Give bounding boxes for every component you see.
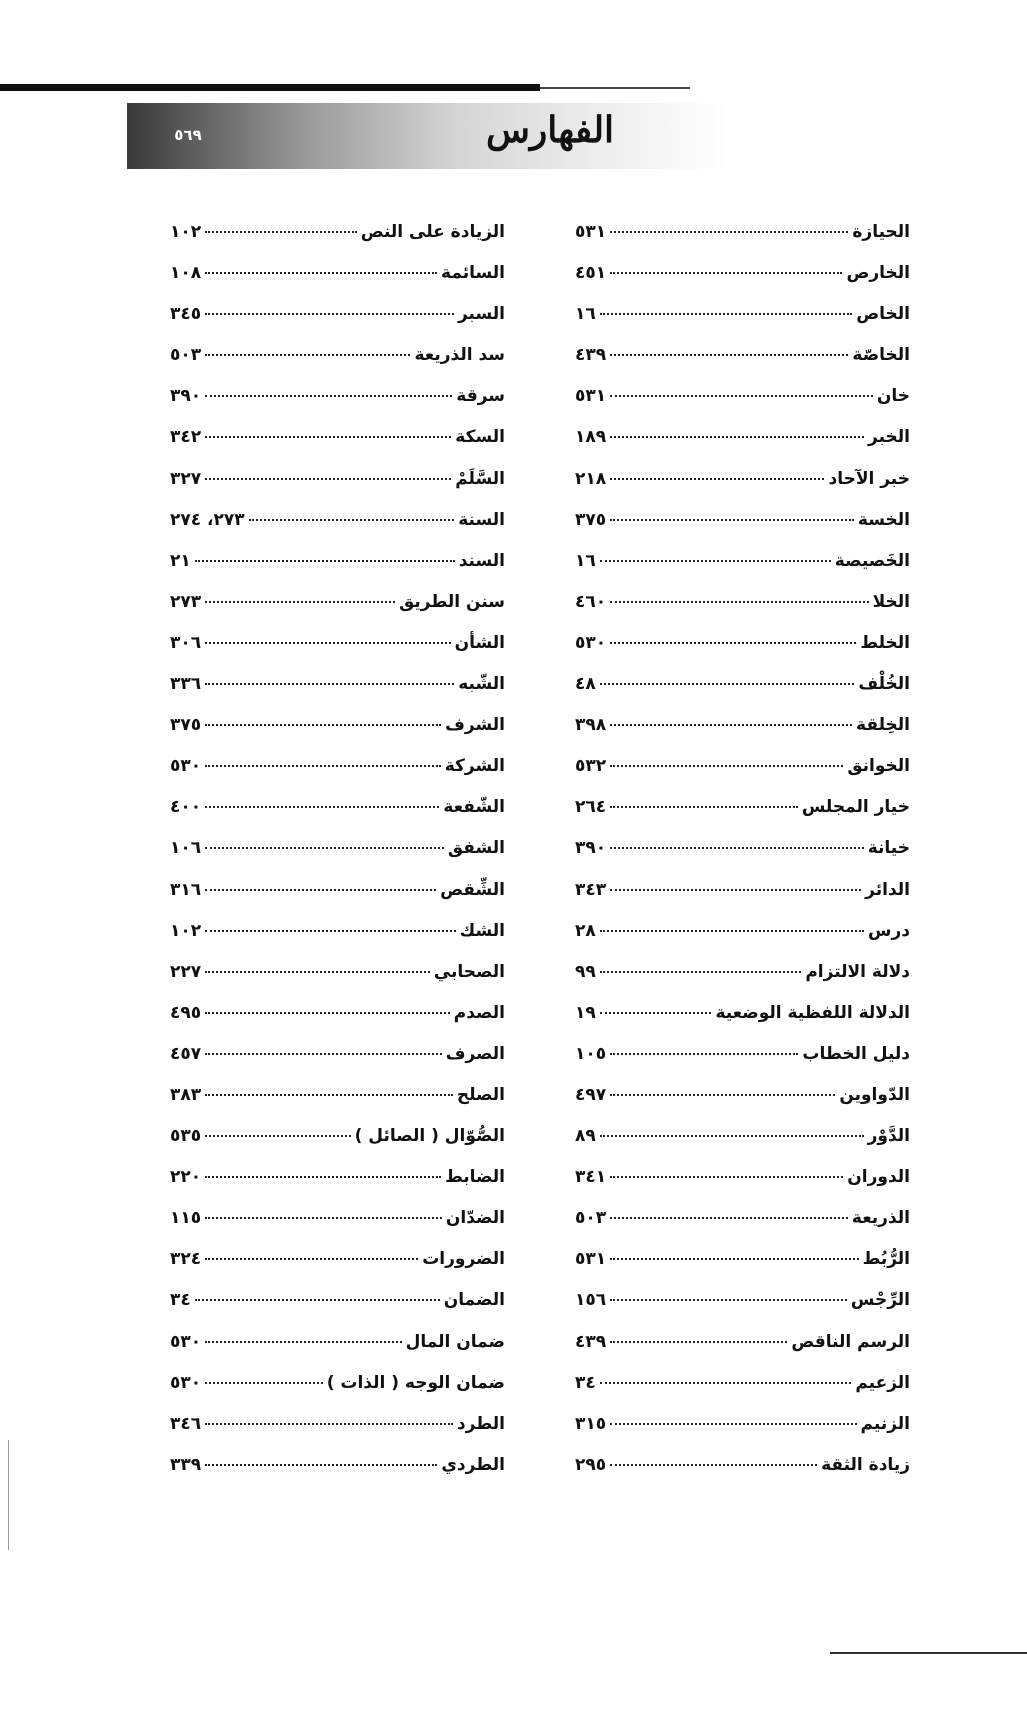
index-term: درس [868,920,910,941]
dot-leader [610,806,798,808]
dot-leader [610,272,842,274]
index-term: الصحابي [433,961,505,982]
dot-leader [600,683,855,685]
index-entry [575,797,910,838]
index-page-ref: ٥٣٢ [575,756,607,777]
dot-leader [610,1094,835,1096]
index-page-ref: ٥٣٠ [170,1331,202,1352]
index-page-ref: ١٠٦ [170,838,202,859]
index-entry [575,386,910,427]
index-term: الصرف [445,1043,505,1064]
index-term: الخسة [857,509,910,530]
index-term: الشك [459,920,505,941]
index-term: الدّواوين [839,1084,910,1105]
index-page-ref: ٤٩٧ [575,1084,607,1105]
index-entry [170,1332,505,1373]
index-column-left [170,222,505,1496]
dot-leader [205,765,441,767]
index-page-ref: ١٥٦ [575,1290,607,1311]
index-page-ref: ٥٣١ [575,222,607,242]
index-page-ref: ٣٤٥ [170,304,202,325]
index-page-ref: ١٠٨ [170,263,202,284]
index-term: السكة [455,427,505,448]
dot-leader [610,1176,843,1178]
dot-leader [205,395,452,397]
index-page-ref: ١٠٢ [170,920,202,941]
index-page-ref: ٥٣١ [575,386,607,407]
index-term: الصلح [456,1084,505,1105]
index-page-ref: ٤٦٠ [575,591,607,612]
index-term: الضابط [445,1167,505,1188]
index-term: الضدّان [445,1208,505,1229]
index-term: الذريعة [851,1208,910,1229]
index-term: الرُّبُط [862,1249,910,1270]
index-page-ref: ٢٩٥ [575,1454,607,1475]
index-entry [575,756,910,797]
dot-leader [205,971,430,973]
dot-leader [205,354,410,356]
index-term: الخلط [860,632,910,653]
dot-leader [610,1341,787,1343]
index-page-ref: ٢١ [170,550,191,571]
index-page-ref: ٢١٨ [575,468,607,489]
index-entry [170,1455,505,1496]
dot-leader [600,560,831,562]
index-page-ref: ١٠٢ [170,222,202,242]
index-entry [575,222,910,263]
index-term: دلالة الالتزام [805,961,910,982]
index-term: الصدم [453,1002,505,1023]
index-entry [170,304,505,345]
dot-leader [610,1053,798,1055]
index-entry [575,1373,910,1414]
dot-leader [205,1094,453,1096]
index-page-ref: ٥٣١ [575,1249,607,1270]
dot-leader [610,889,861,891]
index-entry [170,1208,505,1249]
index-page-ref: ٣٩٨ [575,715,607,736]
index-page-ref: ٣٤٦ [170,1413,202,1434]
index-term: الشفق [447,838,505,859]
index-term: الطردي [441,1454,505,1475]
index-page-ref: ٤٨ [575,674,596,695]
index-entry [575,921,910,962]
index-page-ref: ٨٩ [575,1126,596,1147]
dot-leader [205,231,357,233]
index-entry [170,756,505,797]
dot-leader [205,724,441,726]
index-page-ref: ٥٣٠ [170,756,202,777]
index-entry [170,962,505,1003]
index-term: سد الذريعة [414,345,505,366]
index-term: السنة [458,509,505,530]
index-entry [170,797,505,838]
index-page-ref: ٣٢٧ [170,468,202,489]
index-term: الدَّوْر [867,1126,910,1147]
index-term: الخارص [846,263,910,284]
dot-leader [600,1382,852,1384]
index-term: الزعيم [855,1372,910,1393]
index-page-ref: ٣٩٠ [170,386,202,407]
index-term: الخلا [872,591,910,612]
index-entry [575,1455,910,1496]
index-page-ref: ٣٠٦ [170,632,202,653]
index-page-ref: ٢٧٣، ٢٧٤ [170,509,245,530]
index-term: الشأن [454,632,505,653]
index-page-ref: ٢٧٣ [170,591,202,612]
index-page-ref: ٣٧٥ [170,715,202,736]
index-page-ref: ٣٣٦ [170,674,202,695]
index-page-ref: ٤٣٩ [575,345,607,366]
index-entry [170,551,505,592]
index-entry [575,551,910,592]
dot-leader [195,560,455,562]
dot-leader [205,1258,418,1260]
header-rule-thin [540,87,690,89]
index-entry [575,469,910,510]
index-page-ref: ٤٥٧ [170,1043,202,1064]
index-entry [575,1414,910,1455]
index-entry [170,345,505,386]
index-page-ref: ٣٩٠ [575,838,607,859]
index-page-ref: ٤٠٠ [170,797,202,818]
index-page-ref: ٥٠٣ [575,1208,607,1229]
index-term: الخَصيصة [834,550,910,571]
index-term: ضمان الوجه ( الذات ) [326,1372,505,1393]
index-term: الدوران [847,1167,910,1188]
index-entry [575,304,910,345]
index-entry [170,1044,505,1085]
header-rule [0,84,540,91]
index-term: الخاصّة [852,345,910,366]
dot-leader [610,847,864,849]
index-entry [170,510,505,551]
index-page-ref: ١٠٥ [575,1043,607,1064]
index-term: الطرد [456,1413,505,1434]
dot-leader [205,806,439,808]
index-entry [575,715,910,756]
dot-leader [610,1217,848,1219]
index-entry [575,1167,910,1208]
dot-leader [205,1217,442,1219]
index-term: الضرورات [422,1249,505,1270]
index-entry [575,1085,910,1126]
index-page-ref: ٥٠٣ [170,345,202,366]
index-page-ref: ٣٤ [575,1372,596,1393]
index-entry [575,880,910,921]
index-entry [170,715,505,756]
page-title: الفهارس [485,109,615,151]
index-page-ref: ٤٩٥ [170,1002,202,1023]
index-page-ref: ٣٧٥ [575,509,607,530]
index-page-ref: ١٨٩ [575,427,607,448]
index-term: الزيادة على النص [360,222,505,242]
index-entry [575,345,910,386]
index-entry [170,263,505,304]
index-page-ref: ٣٤١ [575,1167,607,1188]
index-term: سنن الطريق [399,591,505,612]
index-entry [170,592,505,633]
index-term: الشِّقص [440,879,505,900]
index-term: السَّلَمْ [455,468,505,489]
dot-leader [610,642,856,644]
index-entry [170,674,505,715]
dot-leader [205,1053,442,1055]
dot-leader [205,642,450,644]
dot-leader [205,1012,450,1014]
dot-leader [610,395,873,397]
index-entry [575,263,910,304]
dot-leader [205,683,454,685]
dot-leader [600,930,864,932]
index-term: الخِلقة [856,715,910,736]
index-page-ref: ٥٣٥ [170,1126,202,1147]
index-page-ref: ٥٣٠ [170,1372,202,1393]
index-term: زيادة الثقة [821,1454,910,1475]
index-page-ref: ٢٨ [575,920,596,941]
index-entry [170,880,505,921]
index-term: الخبر [868,427,910,448]
index-page-ref: ٣١٥ [575,1413,607,1434]
index-entry [575,838,910,879]
footer-rule [830,1652,1027,1654]
index-page-ref: ١٦ [575,550,596,571]
index-page-ref: ٤٣٩ [575,1331,607,1352]
index-page-ref: ٤٥١ [575,263,607,284]
dot-leader [610,765,843,767]
index-page-ref: ٣٢٤ [170,1249,202,1270]
index-entry [575,674,910,715]
dot-leader [610,519,854,521]
index-page-ref: ٣٤ [170,1290,191,1311]
index-entry [170,222,505,263]
index-entry [575,592,910,633]
index-page-ref: ٣٣٩ [170,1454,202,1475]
index-entry [170,427,505,468]
index-entry [575,1003,910,1044]
scan-edge-mark [8,1440,9,1550]
index-column-right [575,222,910,1496]
dot-leader [600,313,853,315]
index-term: الدائر [865,879,910,900]
index-term: الشّفعة [443,797,505,818]
index-term: السبر [457,304,505,325]
index-entry [575,1044,910,1085]
index-term: الخوانق [847,756,910,777]
dot-leader [205,1464,437,1466]
index-entry [575,1208,910,1249]
dot-leader [205,1341,401,1343]
index-term: الحيازة [852,222,910,242]
dot-leader [205,1135,350,1137]
index-term: خيار المجلس [801,797,910,818]
index-entry [575,1290,910,1331]
index-term: ضمان المال [405,1331,505,1352]
index-term: السند [458,550,505,571]
index-entry [170,1003,505,1044]
index-page-ref: ١٦ [575,304,596,325]
dot-leader [600,1135,864,1137]
dot-leader [610,436,864,438]
index-page-ref: ٢٢٠ [170,1167,202,1188]
dot-leader [610,1258,858,1260]
index-term: الخُلْف [858,674,910,695]
index-term: الرِّجْس [850,1290,910,1311]
dot-leader [205,436,451,438]
dot-leader [610,724,852,726]
dot-leader [205,889,436,891]
index-term: الضمان [443,1290,505,1311]
index-term: الصُّوّال ( الصائل ) [354,1126,505,1147]
index-term: الشركة [444,756,505,777]
index-entry [170,838,505,879]
dot-leader [205,1423,453,1425]
index-term: الدلالة اللفظية الوضعية [715,1002,910,1023]
index-entry [575,427,910,468]
dot-leader [205,930,456,932]
index-entry [170,1167,505,1208]
dot-leader [205,313,454,315]
index-entry [170,921,505,962]
dot-leader [205,272,437,274]
index-term: دليل الخطاب [802,1043,910,1064]
index-entry [170,1414,505,1455]
dot-leader [205,1176,441,1178]
index-entry [575,633,910,674]
index-entry [575,510,910,551]
index-page-ref: ٢٦٤ [575,797,607,818]
index-entry [170,469,505,510]
dot-leader [205,847,444,849]
index-page-ref: ٣٤٣ [575,879,607,900]
index-entry [170,386,505,427]
index-entry [170,1085,505,1126]
index-page-ref: ٣٨٣ [170,1084,202,1105]
dot-leader [610,1464,817,1466]
index-entry [170,1290,505,1331]
index-entry [575,962,910,1003]
dot-leader [195,1299,440,1301]
dot-leader [610,231,848,233]
index-entry [170,1126,505,1167]
index-page-ref: ١١٥ [170,1208,202,1229]
index-entry [170,633,505,674]
dot-leader [610,354,848,356]
index-term: السائمة [441,263,505,284]
index-page-ref: ٩٩ [575,961,596,982]
dot-leader [205,478,451,480]
index-page-ref: ٥٣٠ [575,632,607,653]
index-term: الشّبه [458,674,505,695]
index-term: خيانة [867,838,910,859]
index-term: خبر الآحاد [828,468,910,489]
dot-leader [205,601,395,603]
dot-leader [610,1299,847,1301]
dot-leader [610,478,824,480]
index-term: الشرف [445,715,505,736]
index-page-ref: ١٩ [575,1002,596,1023]
index-page-ref: ٣٤٢ [170,427,202,448]
page-number: ٥٦٩ [174,126,202,144]
dot-leader [610,601,868,603]
dot-leader [600,971,802,973]
index-page-ref: ٣١٦ [170,879,202,900]
dot-leader [600,1012,712,1014]
dot-leader [249,519,455,521]
index-term: الرسم الناقص [791,1331,910,1352]
dot-leader [205,1382,323,1384]
index-entry [575,1249,910,1290]
index-term: الخاص [856,304,910,325]
index-entry [575,1126,910,1167]
index-page-ref: ٢٢٧ [170,961,202,982]
index-term: الزنيم [860,1413,910,1434]
index-entry [575,1332,910,1373]
index-term: خان [876,386,910,407]
dot-leader [610,1423,856,1425]
index-entry [170,1249,505,1290]
index-term: سرقة [456,386,505,407]
index-entry [170,1373,505,1414]
